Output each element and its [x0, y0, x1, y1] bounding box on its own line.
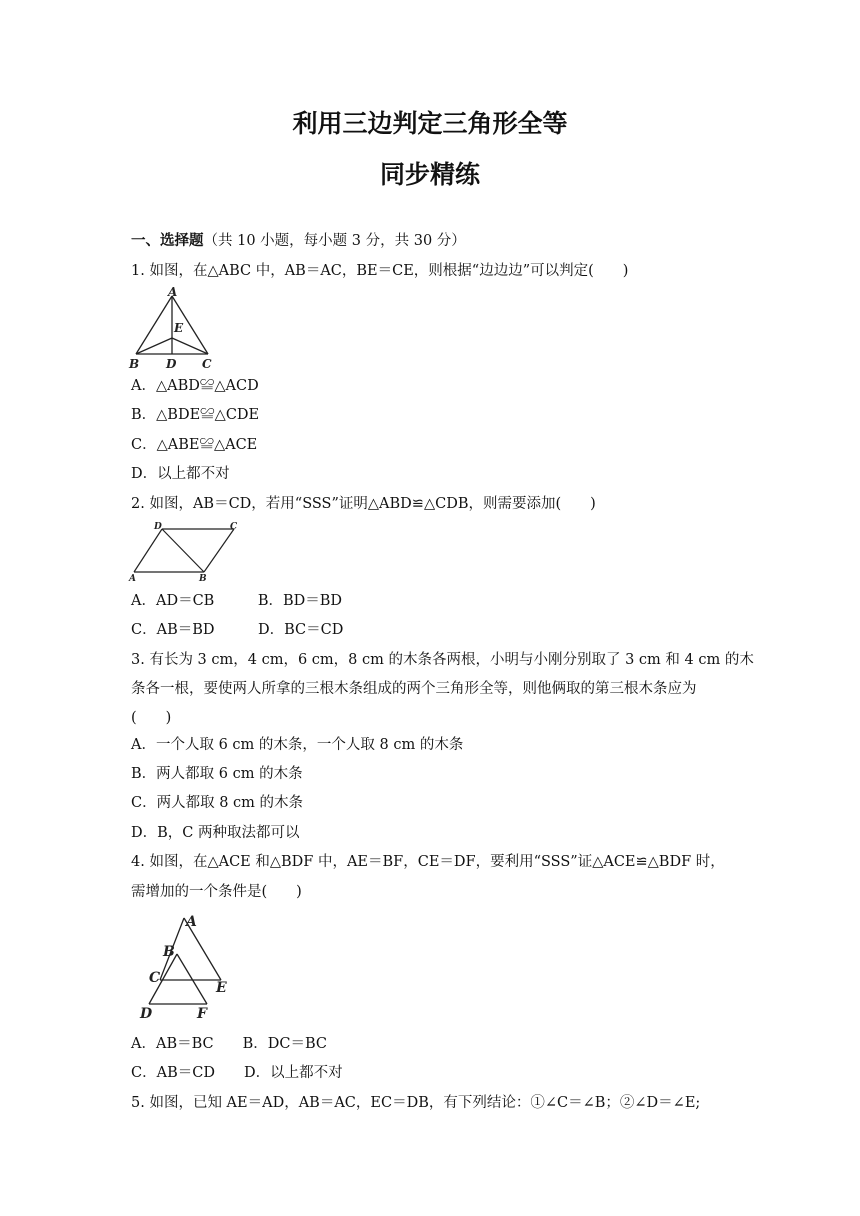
q4-label-b: B	[163, 944, 175, 960]
q3-option-b: B．两人都取 6 cm 的木条	[131, 766, 303, 782]
q1-option-c: C．△ABE≌△ACE	[131, 437, 258, 453]
q4-label-a: A	[186, 914, 197, 930]
section-note: （共 10 小题，每小题 3 分，共 30 分）	[203, 233, 466, 249]
q3-stem-line2: 条各一根，要使两人所拿的三根木条组成的两个三角形全等，则他俩取的第三根木条应为	[131, 681, 697, 697]
q1-label-b: B	[129, 357, 140, 371]
q4-label-e: E	[216, 980, 227, 996]
q1-label-d: D	[166, 357, 177, 371]
q4-label-d: D	[140, 1006, 153, 1022]
q2-label-c: C	[230, 522, 238, 532]
page-subtitle: 同步精练	[379, 160, 480, 189]
q3-option-a: A．一个人取 6 cm 的木条，一个人取 8 cm 的木条	[131, 737, 464, 753]
section-title: 一、选择题	[131, 233, 204, 249]
q4-stem-line2: 需增加的一个条件是( )	[131, 884, 302, 900]
q1-stem: 1. 如图，在△ABC 中，AB＝AC，BE＝CE，则根据“边边边”可以判定( )	[131, 263, 629, 279]
q4-options-row2: C．AB＝CD D．以上都不对	[131, 1065, 343, 1081]
section-heading	[131, 231, 466, 251]
q1-figure	[128, 286, 218, 372]
q2-stem: 2. 如图，AB＝CD，若用“SSS”证明△ABD≌△CDB，则需要添加( )	[131, 496, 596, 512]
q5-stem-line1: 5. 如图，已知 AE＝AD，AB＝AC，EC＝DB，有下列结论：①∠C＝∠B；②∠D＝∠E;	[131, 1095, 701, 1111]
q4-figure	[136, 912, 236, 1024]
page-title: 利用三边判定三角形全等	[292, 109, 568, 138]
q1-option-d: D．以上都不对	[131, 466, 230, 482]
q3-option-d: D．B，C 两种取法都可以	[131, 825, 300, 841]
q3-stem-line3: ( )	[131, 710, 172, 726]
q1-label-c: C	[202, 357, 212, 371]
q2-label-b: B	[199, 574, 207, 584]
q4-label-c: C	[149, 970, 161, 986]
q3-option-c: C．两人都取 8 cm 的木条	[131, 795, 304, 811]
q2-label-a: A	[129, 574, 136, 584]
q2-options-row1: A．AD＝CB B．BD＝BD	[131, 593, 343, 609]
q4-label-f: F	[197, 1006, 207, 1022]
q4-stem-line1: 4. 如图，在△ACE 和△BDF 中，AE＝BF，CE＝DF，要利用“SSS”证△ACE≌△BDF 时，	[131, 854, 725, 870]
q1-option-a: A．△ABD≌△ACD	[131, 378, 259, 394]
q2-label-d: D	[154, 522, 162, 532]
q1-label-a: A	[168, 286, 178, 299]
q1-label-e: E	[174, 321, 184, 335]
q3-stem-line1: 3. 有长为 3 cm，4 cm，6 cm，8 cm 的木条各两根，小明与小刚分别取了 3 cm 和 4 cm 的木	[131, 652, 754, 668]
q2-options-row2: C．AB＝BD D．BC＝CD	[131, 622, 344, 638]
q2-figure	[128, 519, 246, 585]
q1-option-b: B．△BDE≌△CDE	[131, 407, 260, 423]
q4-options-row1: A．AB＝BC B．DC＝BC	[131, 1036, 328, 1052]
